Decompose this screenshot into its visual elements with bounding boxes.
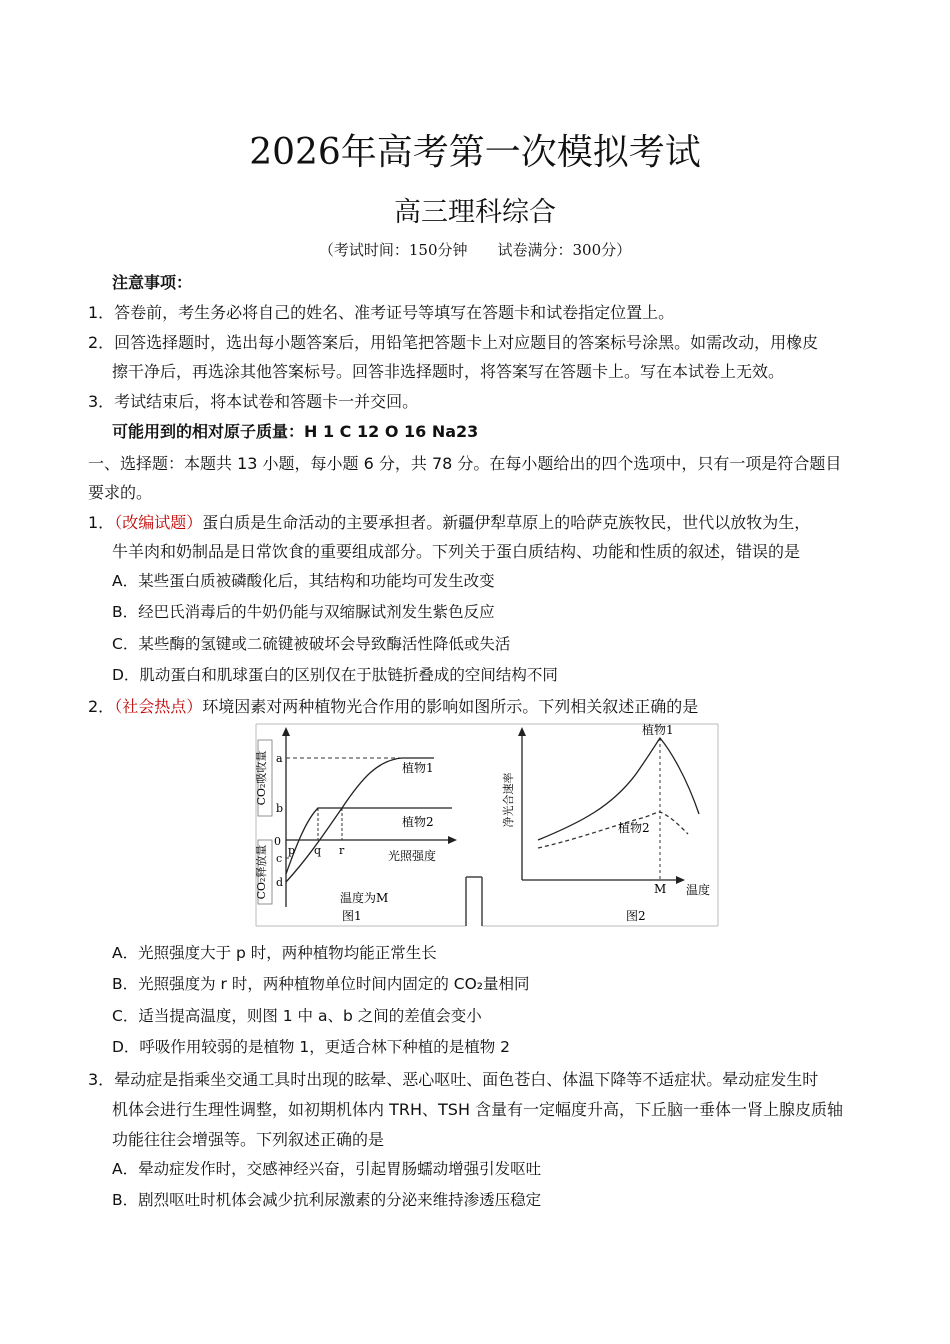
fig1-ylabel-bottom: CO₂释放量	[255, 844, 268, 900]
fig1-mark-b: b	[276, 802, 284, 815]
fig2-caption: 图2	[626, 909, 646, 923]
notice-heading: 注意事项：	[112, 273, 193, 292]
fig1-mark-c: c	[276, 852, 283, 865]
question-number: 3．	[88, 1070, 115, 1089]
question-2-stem	[88, 694, 698, 717]
q1-option-d: D．肌动蛋白和肌球蛋白的区别仅在于肽链折叠成的空间结构不同	[112, 666, 558, 684]
notice-item-3: 3．考试结束后，将本试卷和答题卡一并交回。	[88, 392, 419, 411]
figure-svg	[252, 722, 720, 928]
fig2-mark-m: M	[654, 882, 667, 896]
q1-option-a: A．某些蛋白质被磷酸化后，其结构和功能均可发生改变	[112, 572, 495, 590]
atomic-mass-line: 可能用到的相对原子质量：H 1 C 12 O 16 Na23	[112, 422, 479, 441]
q2-option-c: C．适当提高温度，则图 1 中 a、b 之间的差值会变小	[112, 1007, 482, 1025]
q3-option-b: B．剧烈呕吐时机体会减少抗利尿激素的分泌来维持渗透压稳定	[112, 1191, 542, 1209]
fig1-ylabel-top: CO₂吸收量	[255, 750, 268, 806]
fig1-mark-r: r	[339, 844, 345, 857]
question-text: 晕动症是指乘坐交通工具时出现的眩晕、恶心呕吐、面色苍白、体温下降等不适症状。晕动症发生时	[114, 1070, 819, 1089]
exam-title: 2026年高考第一次模拟考试	[249, 132, 701, 173]
exam-subtitle: 高三理科综合	[394, 197, 556, 228]
q2-option-a: A．光照强度大于 p 时，两种植物均能正常生长	[112, 944, 437, 962]
fig1-mark-0: 0	[274, 835, 281, 848]
question-1-stem-cont: 牛羊肉和奶制品是日常饮食的重要组成部分。下列关于蛋白质结构、功能和性质的叙述，错误的是	[112, 542, 801, 561]
q2-option-d: D．呼吸作用较弱的是植物 1，更适合林下种植的是植物 2	[112, 1038, 511, 1056]
question-tag: （社会热点）	[114, 697, 203, 716]
section1-instruction: 一、选择题：本题共 13 小题，每小题 6 分，共 78 分。在每小题给出的四个选项中，只有一项是符合题目	[88, 454, 842, 473]
question-3-stem-cont2: 功能往往会增强等。下列叙述正确的是	[112, 1130, 385, 1149]
fig2-legend-plant1: 植物1	[642, 723, 674, 737]
q2-option-b: B．光照强度为 r 时，两种植物单位时间内固定的 CO₂量相同	[112, 975, 530, 993]
fig1-mark-a: a	[276, 752, 283, 765]
q3-option-a: A．晕动症发作时，交感神经兴奋，引起胃肠蠕动增强引发呕吐	[112, 1160, 542, 1178]
question-text: 环境因素对两种植物光合作用的影响如图所示。下列相关叙述正确的是	[202, 697, 699, 716]
notice-item-2: 2．回答选择题时，选出每小题答案后，用铅笔把答题卡上对应题目的答案标号涂黑。如需改动，用橡皮	[88, 333, 819, 352]
question-number: 1．	[88, 513, 115, 532]
question-number: 2．	[88, 697, 115, 716]
fig1-mark-q: q	[314, 844, 322, 857]
question-3-stem-cont: 机体会进行生理性调整，如初期机体内 TRH、TSH 含量有一定幅度升高，下丘脑一垂体一肾上腺皮质轴	[112, 1100, 844, 1119]
question-3-stem	[88, 1067, 818, 1090]
fig1-caption: 图1	[342, 909, 362, 923]
fig2-legend-plant2: 植物2	[618, 821, 650, 835]
fig2-ylabel: 净光合速率	[502, 772, 515, 828]
section1-instruction-cont: 要求的。	[88, 483, 153, 502]
question-2-figure	[252, 722, 720, 928]
fig1-legend-plant1: 植物1	[402, 761, 434, 775]
question-1-stem	[88, 510, 810, 533]
q1-option-b: B．经巴氏消毒后的牛奶仍能与双缩脲试剂发生紫色反应	[112, 603, 495, 621]
question-text: 蛋白质是生命活动的主要承担者。新疆伊犁草原上的哈萨克族牧民，世代以放牧为生，	[202, 513, 811, 532]
fig1-mark-d: d	[276, 876, 284, 889]
fig2-xlabel: 温度	[686, 883, 711, 897]
fig1-legend-plant2: 植物2	[402, 815, 434, 829]
notice-item-2-cont: 擦干净后，再选涂其他答案标号。回答非选择题时，将答案写在答题卡上。写在本试卷上无效。	[112, 362, 785, 381]
exam-info: （考试时间：150分钟 试卷满分：300分）	[318, 241, 632, 259]
fig1-xlabel: 光照强度	[388, 849, 437, 863]
fig1-condition: 温度为M	[340, 891, 389, 905]
q1-option-c: C．某些酶的氢键或二硫键被破坏会导致酶活性降低或失活	[112, 635, 511, 653]
question-tag: （改编试题）	[114, 513, 203, 532]
fig1-mark-p: p	[288, 844, 296, 857]
notice-item-1: 1．答卷前，考生务必将自己的姓名、准考证号等填写在答题卡和试卷指定位置上。	[88, 303, 675, 322]
